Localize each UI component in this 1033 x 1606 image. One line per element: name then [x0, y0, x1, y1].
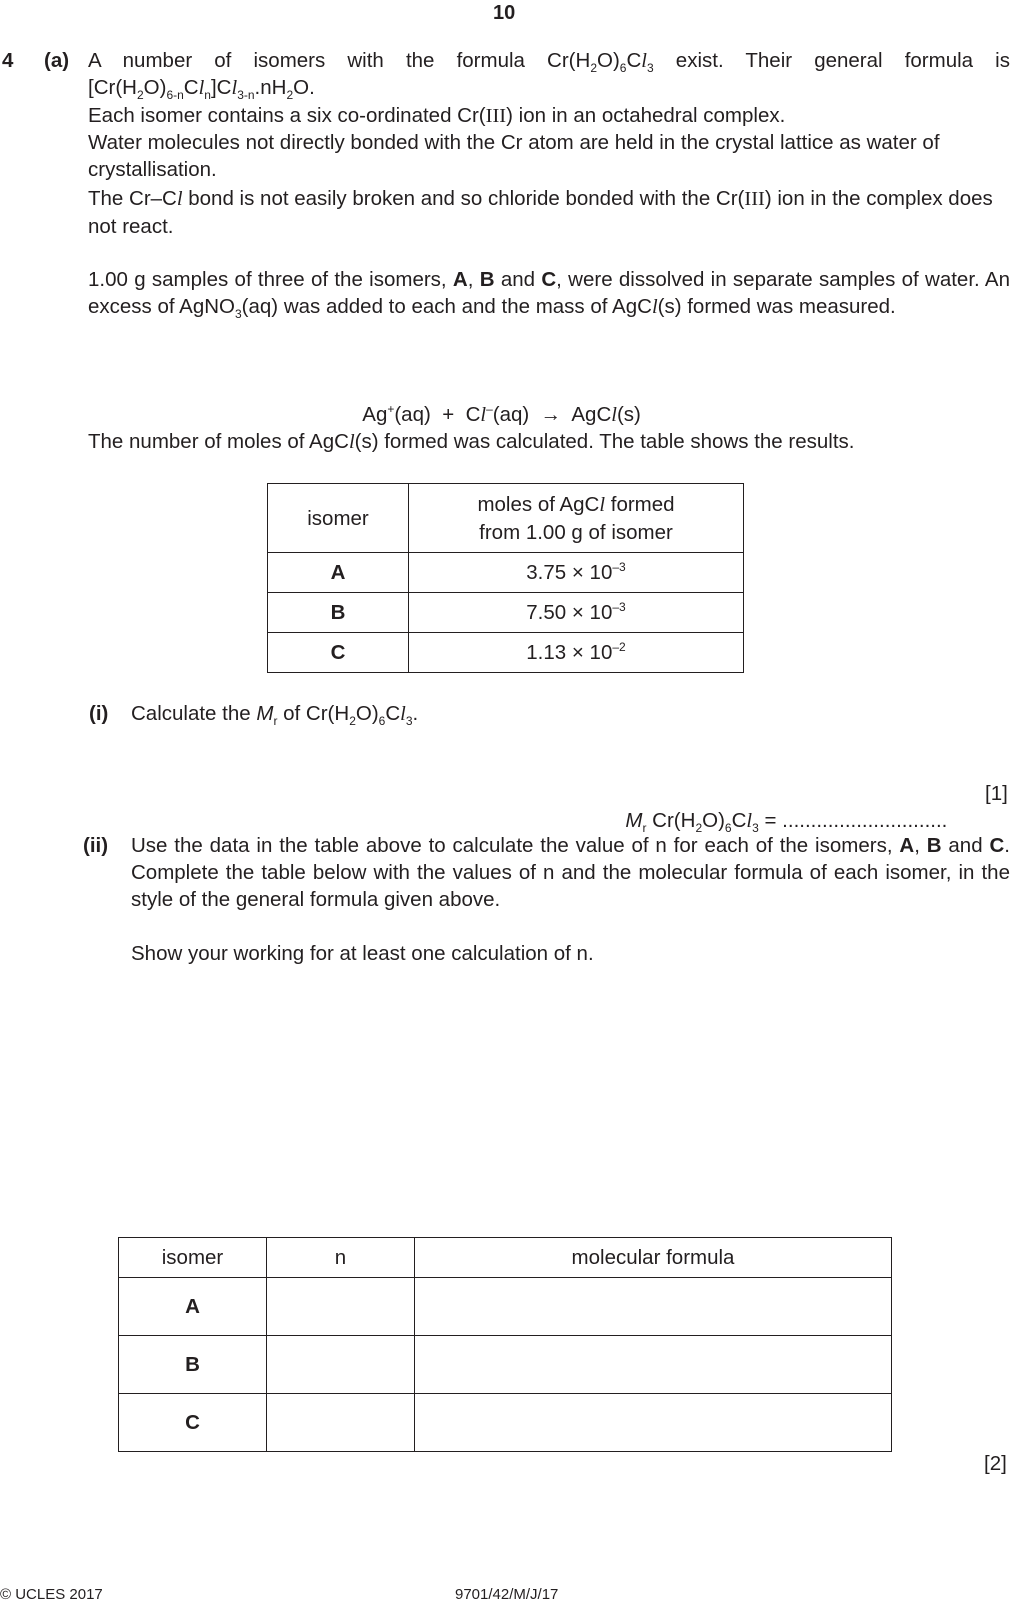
isomer-cell: B: [119, 1336, 267, 1394]
table-row: [268, 633, 744, 673]
part-a-label: (a): [44, 49, 70, 72]
answer-table: [118, 1237, 892, 1452]
samples-paragraph: 1.00 g samples of three of the isomers, A, B and C, were dissolved in separate samples of water. An excess of AgNO$_3$(aq) was added to each and the mass of AgCl(s) formed was measured.: [88, 268, 1010, 321]
part-i-label: (i): [89, 702, 109, 725]
part-i-marks: [1]: [985, 782, 1008, 805]
octahedral-statement: Each isomer contains a six co-ordinated Cr(III) ion in an octahedral complex.: [88, 104, 786, 127]
table-row: [119, 1394, 892, 1452]
page-number: 10: [493, 2, 516, 24]
part-ii-marks: [2]: [984, 1452, 1007, 1475]
table-row: [119, 1278, 892, 1336]
table-row: [268, 553, 744, 593]
table-row: [268, 593, 744, 633]
isomer-cell: B: [268, 593, 409, 633]
moles-cell: $3.75 \times 10^{-3}$: [409, 553, 744, 593]
isomer-cell: C: [119, 1394, 267, 1452]
question-number: 4: [2, 49, 14, 72]
intro-formula-line: A number of isomers with the formula $Cr(H_2O)_6Cl_3$ exist. Their general formula is: [88, 49, 1010, 75]
part-ii-question: Use the data in the table above to calculate the value of n for each of the isomers, A, B and C. Complete the table below with the values of n and the molecular formula of each isomer, in the style of the general formula given above.: [131, 834, 1010, 911]
isomer-cell: C: [268, 633, 409, 673]
n-answer-cell[interactable]: [267, 1394, 415, 1452]
n-answer-cell[interactable]: [267, 1336, 415, 1394]
bond-statement: The Cr–Cl bond is not easily broken and so chloride bonded with the Cr(III) ion in the complex does not react.: [88, 187, 993, 238]
part-ii-label: (ii): [83, 834, 109, 857]
footer-code: 9701/42/M/J/17: [455, 1586, 559, 1603]
part-ii-working-instruction: Show your working for at least one calculation of n.: [131, 942, 594, 965]
results-header-isomer: isomer: [268, 484, 409, 553]
formula-answer-cell[interactable]: [415, 1278, 892, 1336]
answer-header-formula: molecular formula: [415, 1238, 892, 1278]
general-formula: $[Cr(H_2O)_{6-n}Cl_n]Cl_{3-n}.nH_2O$.: [88, 76, 315, 102]
part-i-question: Calculate the $M_r$ of $Cr(H_2O)_6Cl_3$.: [131, 702, 419, 728]
precipitation-equation: Ag+(aq) + Cl–(aq) → AgCl(s): [362, 402, 641, 426]
isomer-cell: A: [119, 1278, 267, 1336]
answer-header-isomer: isomer: [119, 1238, 267, 1278]
n-answer-cell[interactable]: [267, 1278, 415, 1336]
answer-header-n: n: [267, 1238, 415, 1278]
results-header-moles: moles of AgCl formed from 1.00 g of isomer: [409, 484, 744, 553]
moles-cell: $1.13 \times 10^{-2}$: [409, 633, 744, 673]
isomer-cell: A: [268, 553, 409, 593]
moles-cell: $7.50 \times 10^{-3}$: [409, 593, 744, 633]
table-row: [119, 1336, 892, 1394]
water-statement: Water molecules not directly bonded with the Cr atom are held in the crystal lattice as water of crystallisation.: [88, 131, 940, 181]
footer-copyright: © UCLES 2017: [0, 1586, 103, 1603]
results-table: [267, 483, 744, 673]
part-i-answer-line[interactable]: $M_r$ $Cr(H_2O)_6Cl_3$ = .............................: [625, 809, 948, 835]
results-sentence: The number of moles of AgCl(s) formed was calculated. The table shows the results.: [88, 430, 855, 453]
formula-answer-cell[interactable]: [415, 1336, 892, 1394]
formula-answer-cell[interactable]: [415, 1394, 892, 1452]
